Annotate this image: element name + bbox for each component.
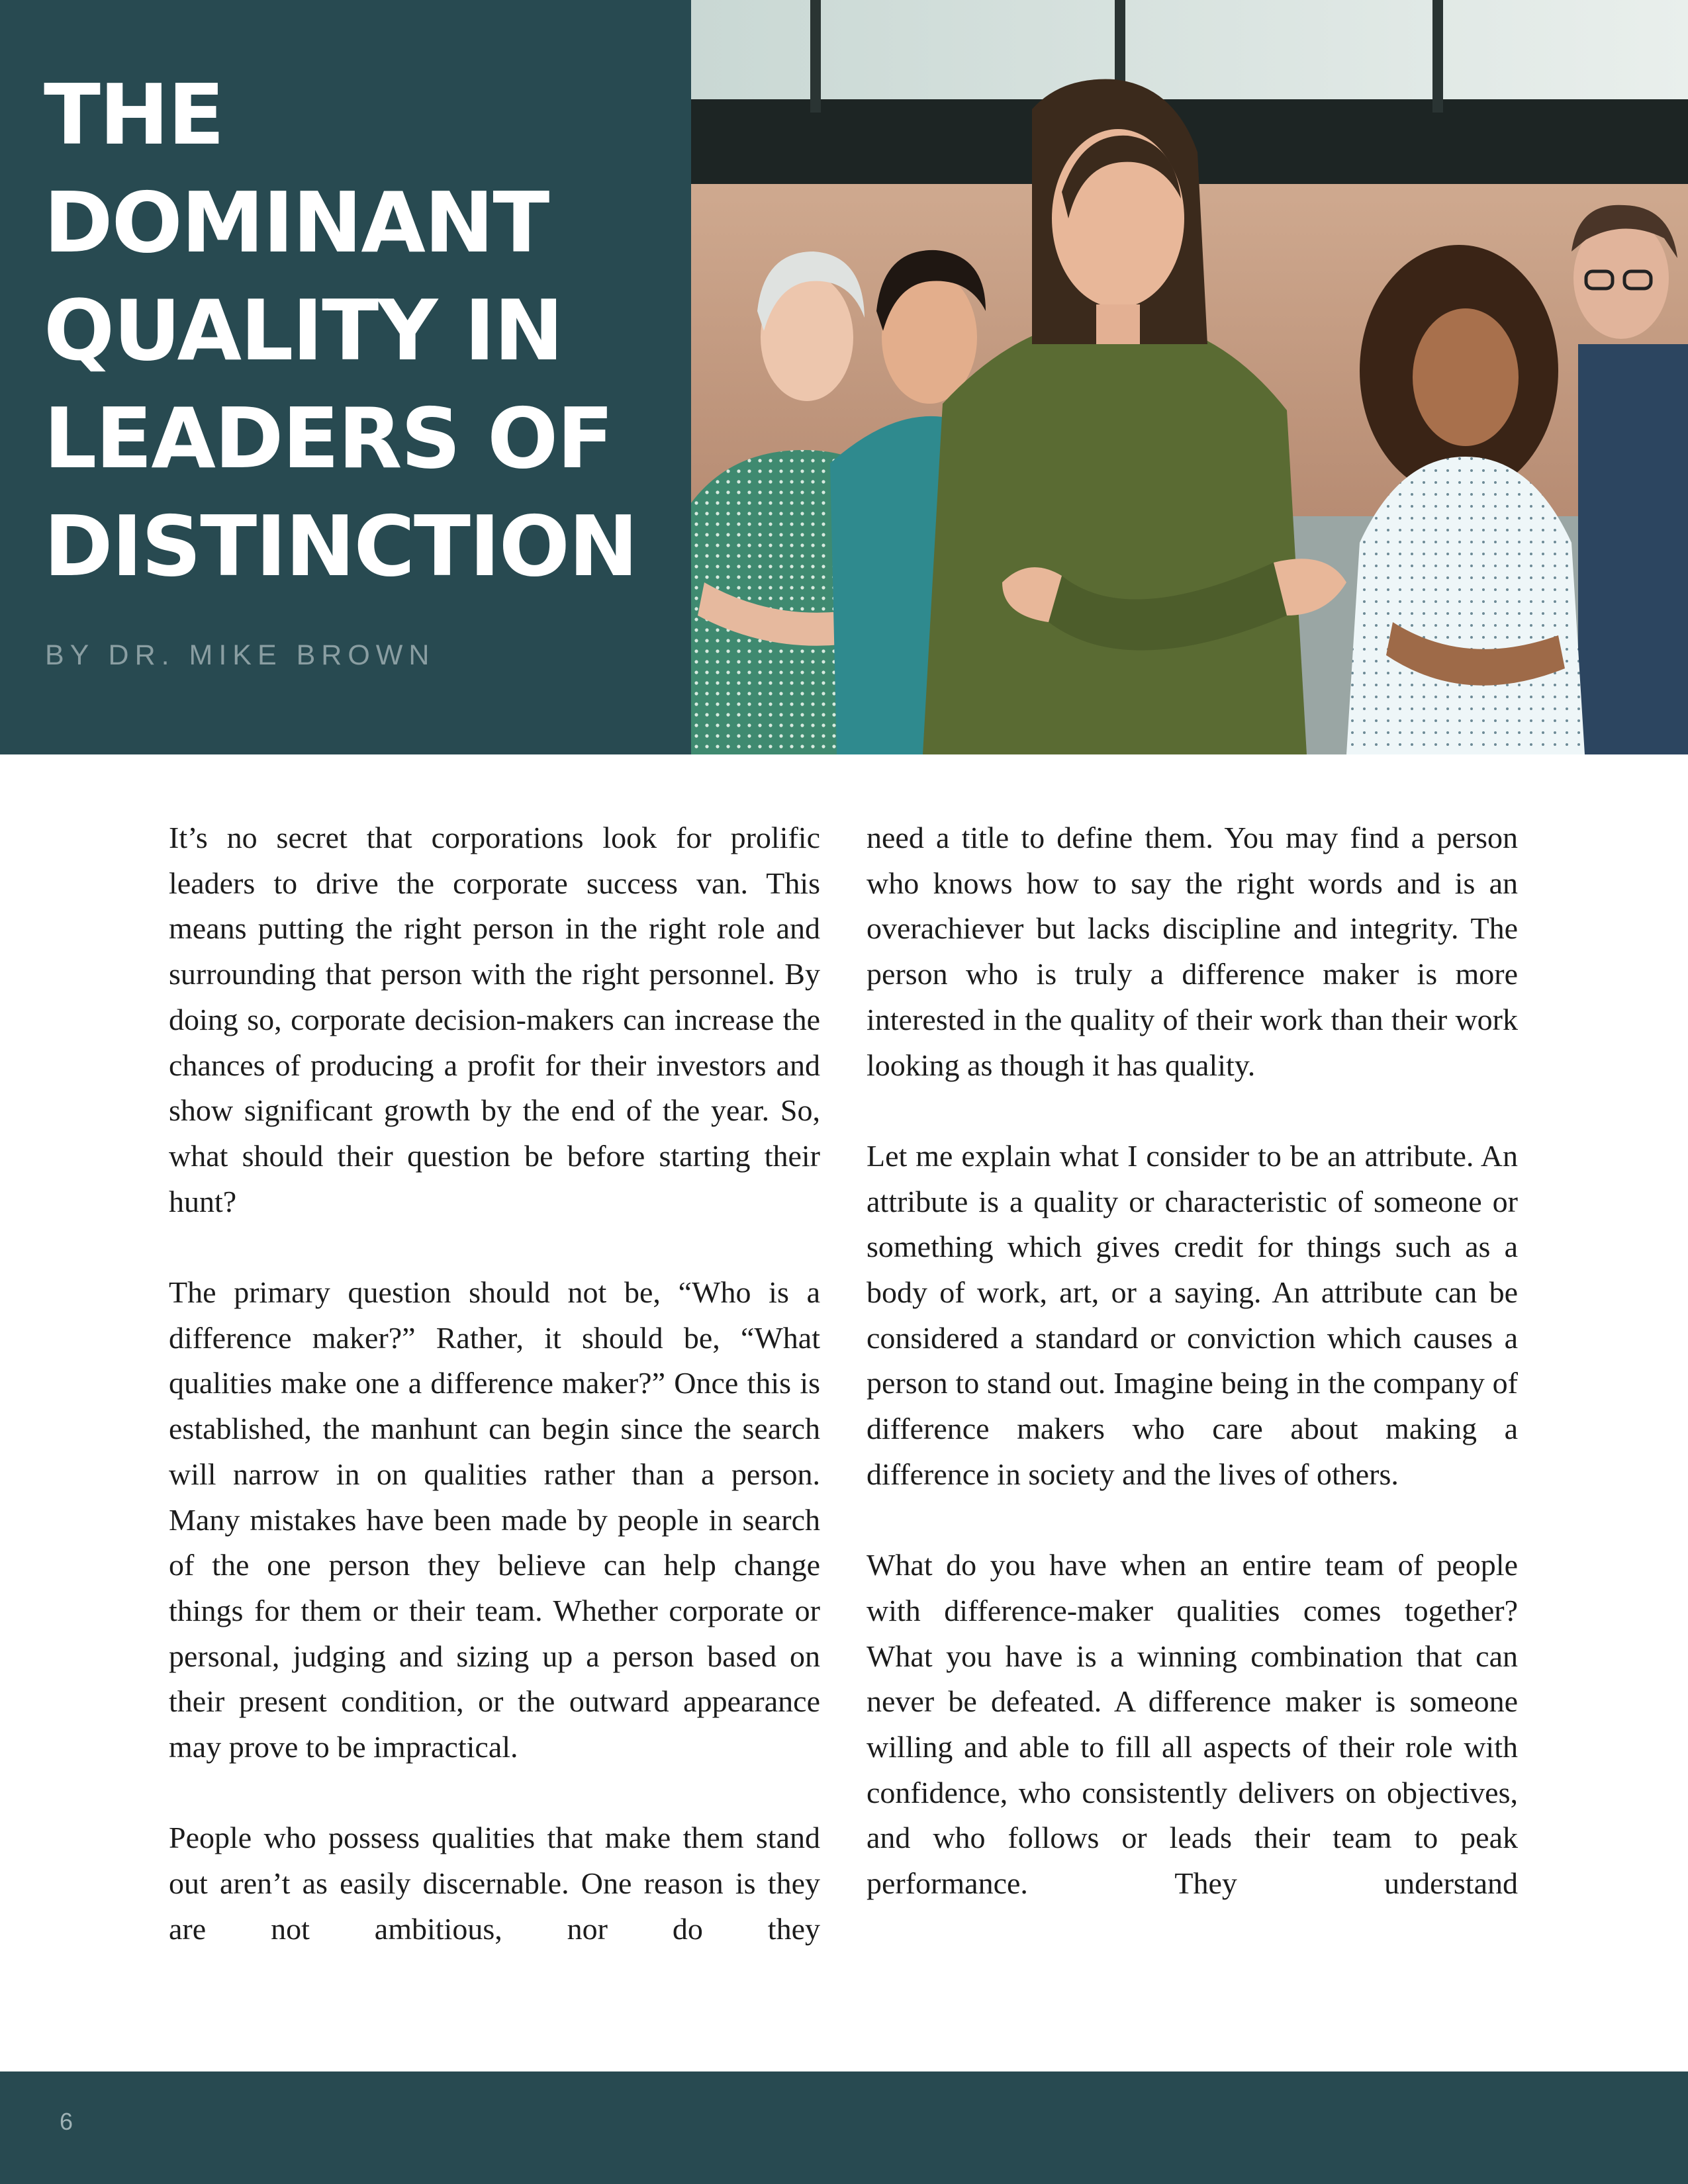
body-paragraph: need a title to define them. You may find a person who knows how to say the right words and is an overachiever but lacks discipline and integrity. The person who is truly a difference maker is more interested in the quality of their work than their work looking as though it has quality. [867,821,1518,1082]
body-paragraph: What do you have when an entire team of people with difference-maker qualities comes together? What you have is a winning combination that can never be defeated. A difference maker is someone willing and able to fill all aspects of their role with confidence, who consistently delivers on objectives, and who follows or leads their team to peak performance. They understand [867,1548,1518,1901]
page-footer [0,2071,1688,2184]
title-line: THE [44,66,224,163]
title-line: QUALITY IN [44,282,563,379]
body-paragraph: The primary question should not be, “Who is a difference maker?” Rather, it should be, “What qualities make one a difference maker?” Once this is established, the manhunt can begin since the search will narrow in on qualities rather than a person. Many mistakes have been made by people in search of the one person they believe can help change things for them or their team. Whether corporate or personal, judging and sizing up a person based on their present condition, or the outward appearance may prove to be impractical. [169,1275,820,1764]
article-column-left [169,815,820,1952]
author-byline: BY DR. MIKE BROWN [45,639,436,671]
body-paragraph: It’s no secret that corporations look for prolific leaders to drive the corporate success van. This means putting the right person in the right role and surrounding that person with the right personnel. By doing so, corporate decision-makers can increase the chances of producing a profit for their investors and show significant growth by the end of the year. So, what should their question be before starting their hunt? [169,821,820,1218]
title-line: DOMINANT [44,174,549,271]
title-line: LEADERS OF [44,390,613,487]
page-number: 6 [60,2108,73,2135]
body-paragraph: Let me explain what I consider to be an attribute. An attribute is a quality or characteristic of someone or something which gives credit for things such as a body of work, art, or a saying. An attribute can be considered a standard or conviction which causes a person to stand out. Imagine being in the company of difference makers who care about making a difference in society and the lives of others. [867,1138,1518,1491]
title-panel [0,0,691,754]
article-column-right [867,815,1518,1907]
article-title [44,61,679,600]
team-photo [691,0,1688,754]
title-line: DISTINCTION [44,498,637,595]
body-paragraph: People who possess qualities that make them stand out aren’t as easily discernable. One reason is they are not ambitious, nor do they [169,1821,820,1946]
